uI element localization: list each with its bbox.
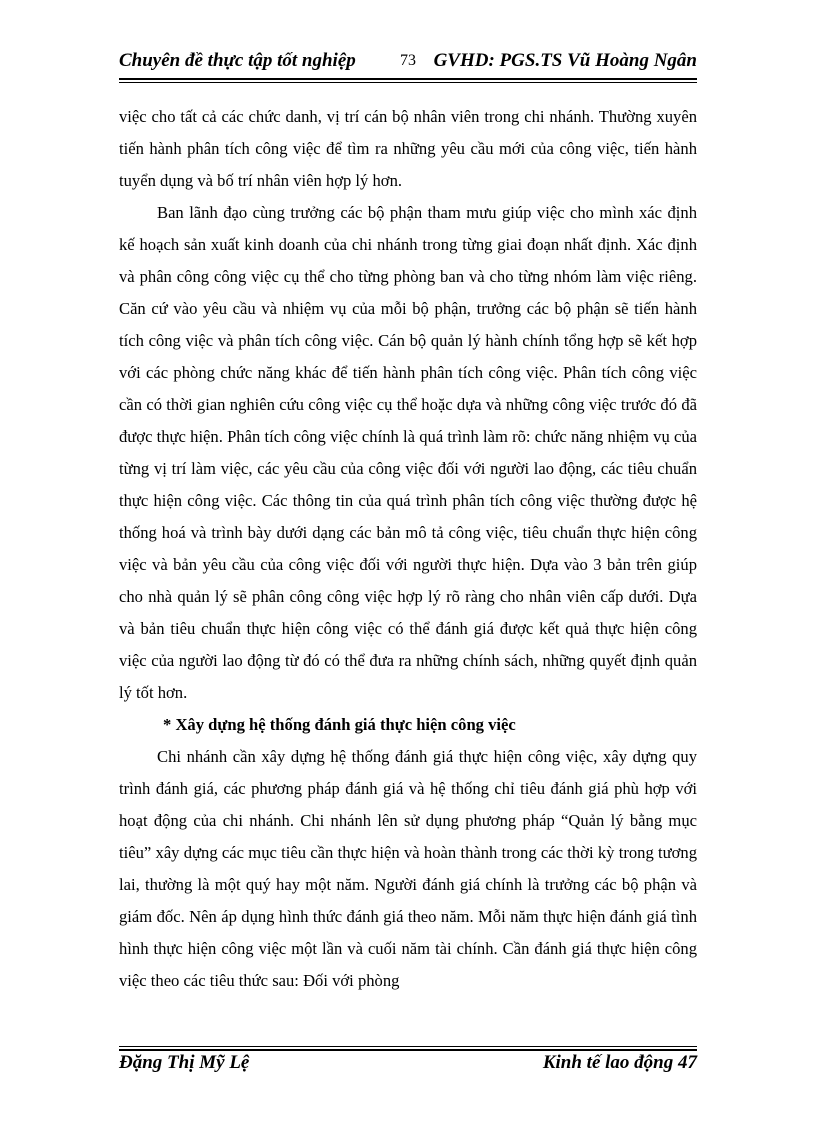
- paragraph-1: việc cho tất cả các chức danh, vị trí cán bộ nhân viên trong chi nhánh. Thường xuyên tiến hành phân tích công việc để tìm ra những yêu cầu mới của công việc, tiến hành tuyển dụng và bố trí nhân viên hợp lý hơn.: [119, 107, 697, 190]
- header-page-number: 73: [400, 52, 416, 69]
- page-body: [119, 101, 697, 997]
- header-supervisor: GVHD: PGS.TS Vũ Hoàng Ngân: [433, 50, 697, 71]
- paragraph-2: Ban lãnh đạo cùng trưởng các bộ phận tham mưu giúp việc cho mình xác định kế hoạch sản xuất kinh doanh của chi nhánh trong từng giai đoạn nhất định. Xác định và phân công công việc cụ thể cho từng phòng ban và cho từng nhóm làm việc riêng. Căn cứ vào yêu cầu và nhiệm vụ của mỗi bộ phận, trưởng các bộ phận sẽ tiến hành tích công việc và phân tích công việc. Cán bộ quản lý hành chính tổng hợp sẽ kết hợp với các phòng chức năng khác để tiến hành phân tích công việc. Phân tích công việc cần có thời gian nghiên cứu công việc cụ thể hoặc dựa và những công việc trước đó đã được thực hiện. Phân tích công việc chính là quá trình làm rõ: chức năng nhiệm vụ của từng vị trí làm việc, các yêu cầu của công việc đối với người lao động, các tiêu chuẩn thực hiện công việc. Các thông tin của quá trình phân tích công việc thường được hệ thống hoá và trình bày dưới dạng các bản mô tả công việc, tiêu chuẩn thực hiện công việc và bản yêu cầu của công việc đối với người thực hiện. Dựa vào 3 bản trên giúp cho nhà quản lý sẽ phân công công việc hợp lý rõ ràng cho nhân viên cấp dưới. Dựa và bản tiêu chuẩn thực hiện công việc có thể đánh giá được kết quả thực hiện công việc của người lao động từ đó có thể đưa ra những chính sách, những quyết định quản lý tốt hơn.: [119, 203, 697, 702]
- paragraph-3: Chi nhánh cần xây dựng hệ thống đánh giá thực hiện công việc, xây dựng quy trình đánh giá, các phương pháp đánh giá và hệ thống chỉ tiêu đánh giá phù hợp với hoạt động của chi nhánh. Chi nhánh lên sử dụng phương pháp “Quản lý bằng mục tiêu” xây dựng các mục tiêu cần thực hiện và hoàn thành trong các thời kỳ trong tương lai, thường là một quý hay một năm. Người đánh giá chính là trưởng các bộ phận và giám đốc. Nên áp dụng hình thức đánh giá theo năm. Mỗi năm thực hiện đánh giá tình hình thực hiện công việc một lần và cuối năm tài chính. Cần đánh giá thực hiện công việc theo các tiêu thức sau: Đối với phòng: [119, 747, 697, 990]
- footer-department: Kinh tế lao động 47: [542, 1052, 697, 1073]
- footer-divider: [119, 1046, 697, 1051]
- section-subheading: * Xây dựng hệ thống đánh giá thực hiện công việc: [163, 715, 516, 734]
- page-header: [119, 50, 697, 78]
- footer-author: Đặng Thị Mỹ Lệ: [119, 1052, 250, 1073]
- header-document-title: Chuyên đề thực tập tốt nghiệp: [119, 50, 356, 71]
- header-divider: [119, 78, 697, 83]
- page-footer: [119, 1052, 697, 1080]
